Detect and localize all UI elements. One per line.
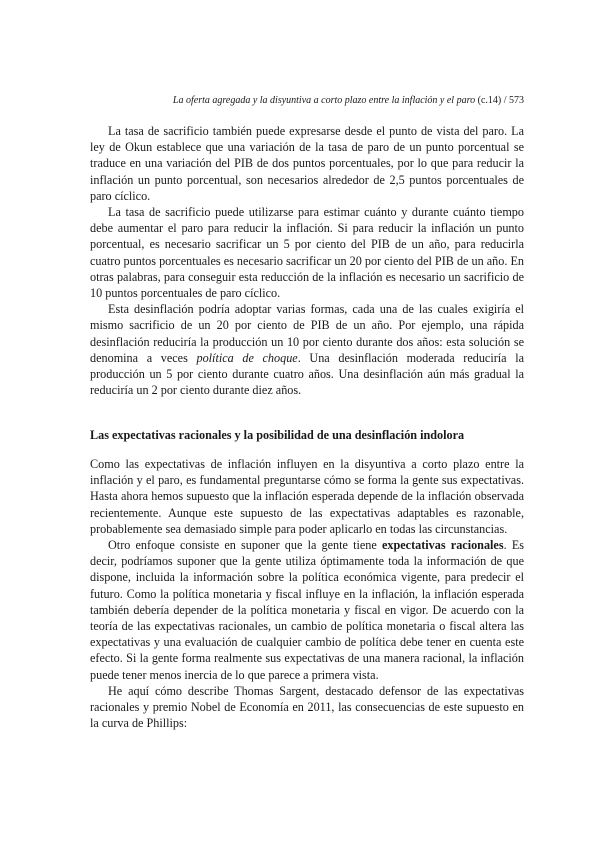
running-header-title: La oferta agregada y la disyuntiva a corto plazo entre la inflación y el paro (172, 95, 476, 106)
paragraph (90, 537, 524, 683)
paragraph-text: . Una desinflación moderada reduciría la producción un 5 por ciento durante cuatro años. Una desinflación aún más gradual la reduciría un 2 por ciento durante diez años. (90, 350, 525, 398)
bold-term: expectativas racionales (381, 538, 504, 553)
page-number: 573 (509, 95, 524, 106)
paragraph: La tasa de sacrificio puede utilizarse para estimar cuánto y durante cuánto tiempo debe aumentar el paro para reducir la inflación. Si para reducir la inflación un punto porcentual, es necesario sacrificar un 5 por ciento del PIB de un año, para reducirla cuatro puntos porcentuales es necesario sacrificar un 20 por ciento del PIB de un año. En otras palabras, para conseguir esta reducción de la inflación es necesario un sacrificio de 10 puntos porcentuales de paro cíclico. (90, 205, 524, 301)
running-header-chapter: (c.14) (477, 95, 502, 106)
italic-term: política de choque (196, 350, 298, 365)
running-header-separator: / (503, 95, 507, 106)
paragraph-text: Otro enfoque consiste en suponer que la gente tiene (108, 538, 382, 553)
paragraph-text: . Es decir, podríamos suponer que la gente utiliza óptimamente toda la información de que dispone, incluida la información sobre la política económica vigente, para predecir el futuro. Como la política monetaria y fiscal influye en la inflación, la inflación esperada también debería depender de la política monetaria y fiscal en vigor. De acuerdo con la teoría de las expectativas racionales, un cambio de política monetaria o fiscal altera las expectativas y una evaluación de cualquier cambio de política debe tener en cuenta este efecto. Si la gente forma realmente sus expectativas de una manera racional, la inflación puede tener menos inercia de lo que parece a primera vista. (90, 538, 525, 682)
section-heading: Las expectativas racionales y la posibilidad de una desinflación indolora (90, 428, 465, 442)
section-sacrifice-ratio (90, 123, 524, 398)
paragraph: He aquí cómo describe Thomas Sargent, destacado defensor de las expectativas racionales y premio Nobel de Economía en 2011, las consecuencias de este supuesto en la curva de Phillips: (90, 683, 524, 731)
paragraph (90, 301, 524, 398)
paragraph-text: Esta desinflación podría adoptar varias formas, cada una de las cuales exigiría el mismo sacrificio de un 20 por ciento de PIB de un año. Por ejemplo, una rápida desinflación reduciría la producción un 10 por ciento durante dos años: esta solución se denomina a veces (90, 302, 524, 365)
running-header (90, 95, 524, 107)
section-rational-expectations (90, 456, 524, 731)
paragraph: Como las expectativas de inflación influyen en la disyuntiva a corto plazo entre la inflación y el paro, es fundamental preguntarse cómo se forma la gente sus expectativas. Hasta ahora hemos supuesto que la inflación esperada depende de la inflación observada recientemente. Aunque este supuesto de las expectativas adaptables es razonable, probablemente sea demasiado simple para poder aplicarlo en todas las circunstancias. (90, 457, 524, 536)
paragraph: La tasa de sacrificio también puede expresarse desde el punto de vista del paro. La ley de Okun establece que una variación de la tasa de paro de un punto porcentual se traduce en una variación del PIB de dos puntos porcentuales, por lo que para reducir la inflación un punto porcentual, son necesarios alrededor de 2,5 puntos porcentuales de paro cíclico. (90, 124, 524, 203)
